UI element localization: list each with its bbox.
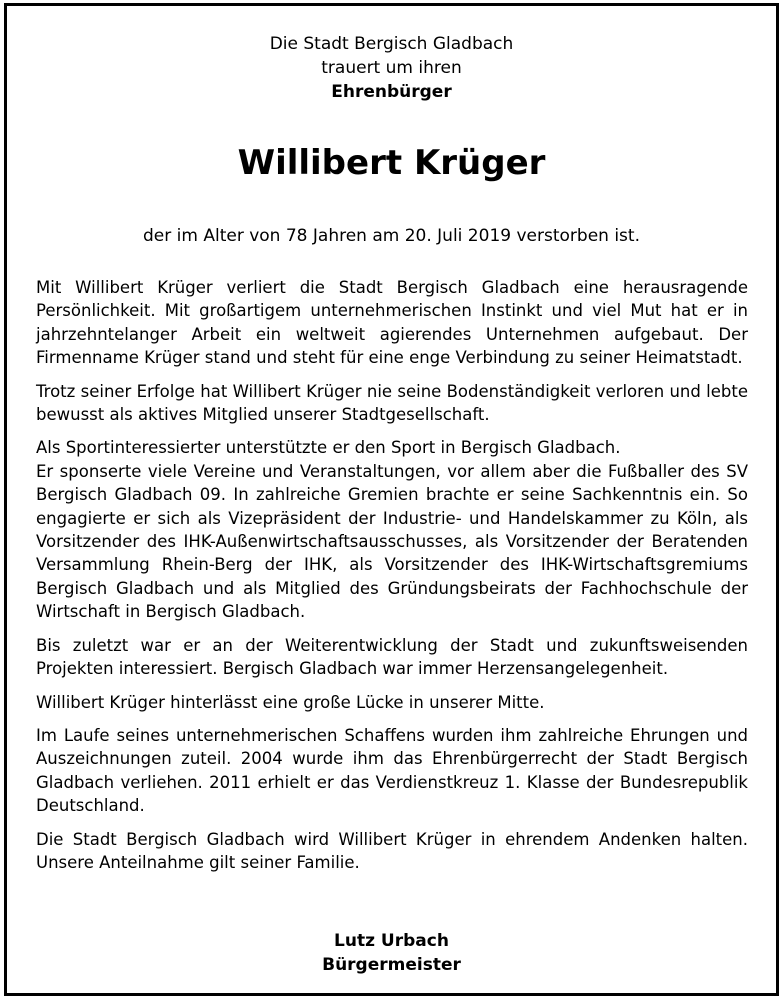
- body-paragraph: Willibert Krüger hinterlässt eine große Lücke in unserer Mitte.: [36, 692, 545, 712]
- body-paragraph: Im Laufe seines unternehmerischen Schaffens wurden ihm zahlreiche Ehrungen und Auszeichnungen zuteil. 2004 wurde ihm das Ehrenbürgerrecht der Stadt Bergisch Gladbach verliehen. 2011 erhielt er das Verdienstkreuz 1. Klasse der Bundesrepublik Deutschland.: [36, 725, 748, 816]
- notice-body: [36, 276, 748, 884]
- header-line-honorary-citizen: Ehrenbürger: [331, 82, 452, 102]
- age-and-date-line: der im Alter von 78 Jahren am 20. Juli 2019 verstorben ist.: [143, 226, 640, 246]
- body-paragraph: Die Stadt Bergisch Gladbach wird Willibert Krüger in ehrendem Andenken halten. Unsere Anteilnahme gilt seiner Familie.: [36, 829, 748, 872]
- signature-name: Lutz Urbach: [334, 931, 449, 951]
- body-paragraph: Mit Willibert Krüger verliert die Stadt Bergisch Gladbach eine herausragende Persönlichkeit. Mit großartigem unternehmerischen Instinkt und viel Mut hat er in jahrzehntelanger Arbeit ein weltweit agierendes Unternehmen aufgebaut. Der Firmenname Krüger stand und steht für eine enge Verbindung zu seiner Heimatstadt.: [36, 278, 748, 368]
- signature-block: [7, 929, 776, 977]
- body-paragraph: Bis zuletzt war er an der Weiterentwicklung der Stadt und zukunftsweisenden Projekten interessiert. Bergisch Gladbach war immer Herzensangelegenheit.: [36, 635, 748, 679]
- header-line-mourns: trauert um ihren: [321, 58, 462, 78]
- body-paragraph: Als Sportinteressierter unterstützte er den Sport in Bergisch Gladbach.: [36, 438, 621, 458]
- body-paragraph: Trotz seiner Erfolge hat Willibert Krüger nie seine Bodenständigkeit verloren und lebte bewusst als aktives Mitglied unserer Stadtgesellschaft.: [36, 381, 748, 425]
- body-paragraph: Er sponserte viele Vereine und Veranstaltungen, vor allem aber die Fußballer des SV Bergisch Gladbach 09. In zahlreiche Gremien brachte er seine Sachkenntnis ein. So engagierte er sich als Vizepräsident der Industrie- und Handelskammer zu Köln, als Vorsitzender des IHK-Außenwirtschaftsausschusses, als Vorsitzender der Beratenden Versammlung Rhein-Berg der IHK, als Vorsitzender des IHK-Wirtschaftsgremiums Bergisch Gladbach und als Mitglied des Gründungsbeirats der Fachhochschule der Wirtschaft in Bergisch Gladbach.: [36, 461, 748, 622]
- header-line-city: Die Stadt Bergisch Gladbach: [269, 34, 514, 54]
- signature-title: Bürgermeister: [322, 955, 461, 975]
- obituary-notice: [4, 3, 779, 996]
- deceased-name: Willibert Krüger: [237, 143, 546, 183]
- notice-header: [7, 32, 776, 104]
